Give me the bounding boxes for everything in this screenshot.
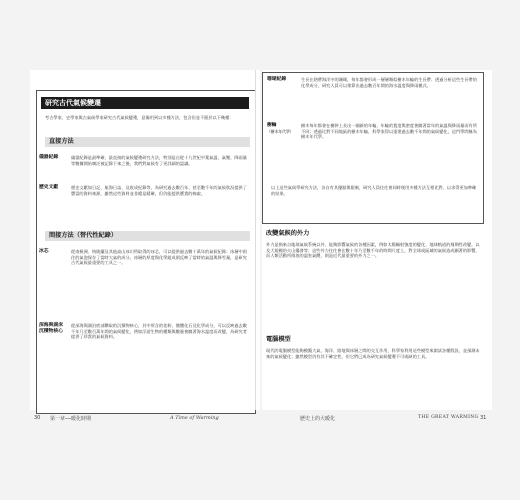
left-running-head: A Time of Warming <box>170 415 219 421</box>
text-ice-core: 從南極洲、格陵蘭及其他高山冰川所取得的冰芯，可以提供過去數十萬年的氣候紀錄；冰層中困住的氣泡保存了當時大氣的成分，冰層的厚度與化學組成則反映了當時的氣溫與降雪量，是研究古代氣候最重要的工具之一。 <box>71 249 247 266</box>
continued-box <box>262 72 484 224</box>
label-ice-core: 冰芯 <box>39 249 49 254</box>
section-direct: 直接方法 <box>45 137 250 147</box>
right-page <box>262 70 492 410</box>
summary-text: 以上這些氣候學研究方法，各自有其優點與限制，研究人員往往會同時使用多種方法互相比對，以求得更加準確的結果。 <box>271 185 477 196</box>
right-book-title: THE GREAT WARMING <box>418 415 479 420</box>
label-tree-rings-main: 樹輪 <box>267 123 277 128</box>
text-coral: 生長在熱帶海洋中的珊瑚，每年都會形成一層層類似樹木年輪的生長帶；透過分析這些生長帶的化學成分，研究人員可以推算出過去數百年間的海水溫度與降雨模式。 <box>301 77 477 88</box>
heading-external-forcing: 改變氣候的外力 <box>266 230 310 237</box>
label-history: 歷史文獻 <box>39 185 59 190</box>
gutter <box>255 70 256 410</box>
right-page-number: 31 <box>480 415 487 421</box>
left-page-number: 30 <box>34 415 41 421</box>
text-history: 歷史文獻如日記、航海日誌、及收成紀錄等，為研究過去數百年、甚至數千年的氣候狀況提供了豐富的資料來源，雖然這些資料並非總是精確，但仍能提供寶貴的線索。 <box>71 185 247 196</box>
label-coral: 珊瑚紀錄 <box>267 77 287 82</box>
text-computer-models: 現代的電腦模型能夠模擬大氣、海洋、陸地與冰層之間的交互作用，科學家利用這些模型來測試各種假設，並預測未來的氣候變化；雖然模型仍有其不確定性，但它們已成為研究氣候變遷不可或缺的工具。 <box>266 348 480 359</box>
box-title: 研究古代氣候變遷 <box>41 97 249 109</box>
label-instrument: 儀器紀錄 <box>39 155 59 160</box>
sidebar-box <box>36 90 256 414</box>
label-tree-rings <box>267 123 297 134</box>
text-instrument: 儀器紀錄是最準確，最直接的氣候變遷研究方法，特別是自從十九世紀中葉氣溫、氣壓、降雨量等數據開始廣泛被記錄下來之後，我們對氣候有了更詳細的認識。 <box>71 155 247 166</box>
label-sediment: 深海與湖床沉積物核心 <box>39 323 63 334</box>
section-indirect: 間接方法（替代性紀錄） <box>45 231 250 241</box>
text-tree-rings: 樹木每年都會在樹幹上長出一圈新的年輪，年輪的寬度與密度會隨著當年的氣溫與降雨量而有所不同；透過比對不同地區的樹木年輪，科學家得以重建過去數千年間的氣候變化，這門學問稱為樹木年代學。 <box>301 123 477 140</box>
right-running-head: 歷史上的大暖化 <box>300 416 336 422</box>
left-page <box>30 70 260 410</box>
left-chapter-title: 第一章──暖化時期 <box>50 416 92 422</box>
heading-computer-models: 電腦模型 <box>266 336 291 343</box>
text-sediment: 從深海與湖泊底部鑽取的沉積物核心，其中所含的花粉、微體化石及化學成分，可以反映過去數千年乃至數百萬年間的氣候變化，例如浮游生物的種類與數量會隨著海水溫度而改變，為研究者提供了珍貴的氣候資料。 <box>71 323 247 340</box>
text-external-forcing: 外力是指來自地球氣候系統以外、能夠影響氣候的各種因素，例如太陽輻射強度的變化、地球軌道的週期性改變，以及大規模的火山爆發等；這些外力往往會在數十年乃至數千年的時間尺度上，對全球或區域的氣候造成顯著的影響，而人類活動所排放的溫室氣體，則是近代最重要的外力之一。 <box>266 242 480 259</box>
intro-text: 考古學家、史學家與古氣候學家研究古代氣候變遷，意像用到以多種方法，包含但並不限於以下幾種： <box>45 115 234 120</box>
label-tree-rings-sub: （樹木年代學） <box>267 128 294 134</box>
